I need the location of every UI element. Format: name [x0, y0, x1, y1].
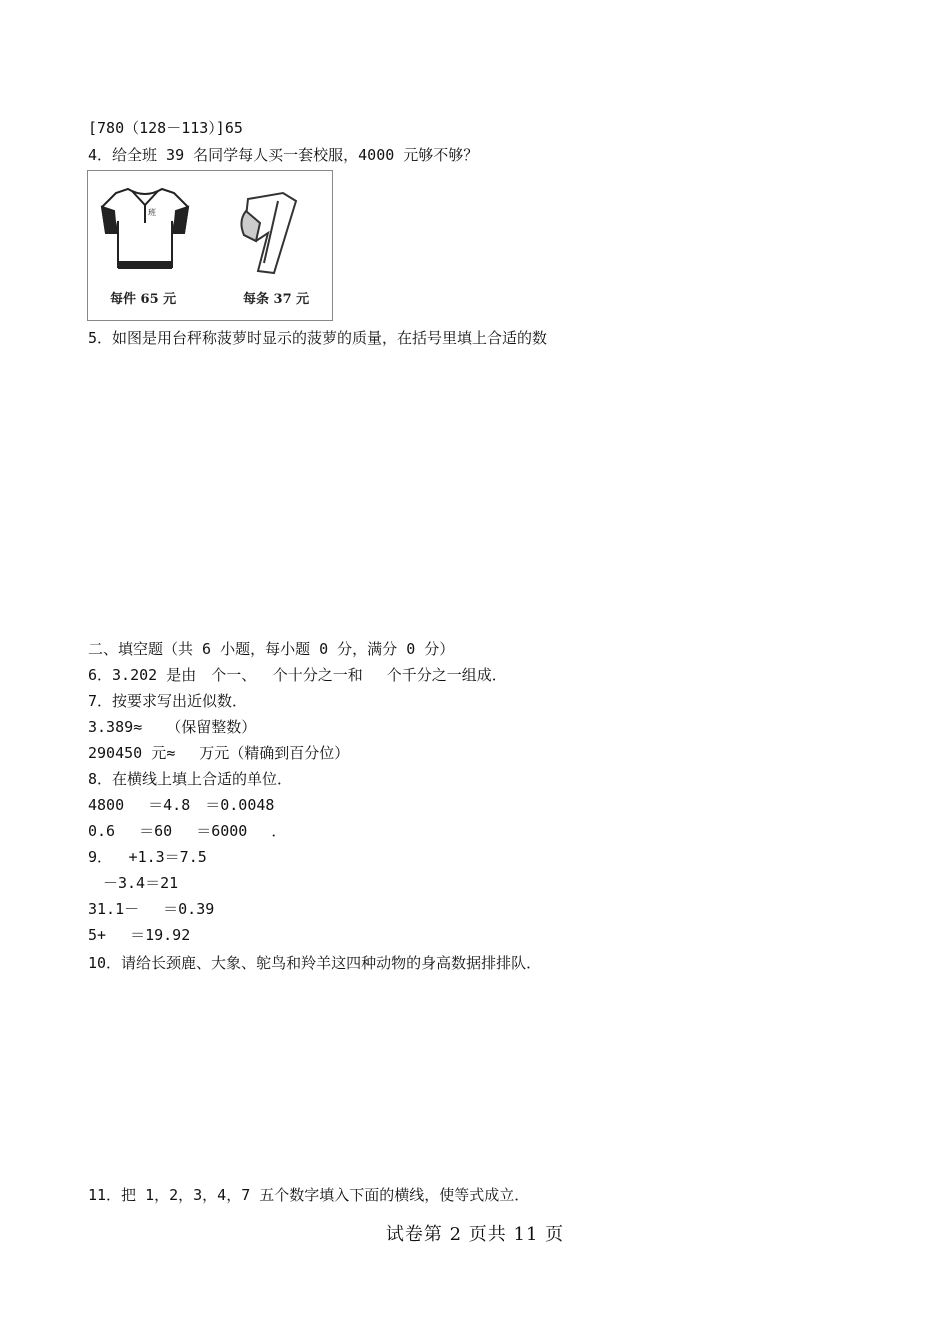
question-8: 8．在横线上填上合适的单位．	[88, 770, 293, 788]
pants-icon	[241, 193, 296, 273]
pants-price-caption: 每条 37 元	[243, 292, 310, 307]
svg-text:班: 班	[148, 208, 156, 217]
question-4: 4．给全班 39 名同学每人买一套校服，4000 元够不够？	[88, 146, 479, 164]
page-footer: 试卷第 2 页共 11 页	[385, 1224, 565, 1245]
shirt-icon	[102, 189, 188, 269]
question-7-part-a: 3.389≈ （保留整数）	[88, 718, 257, 736]
question-8-part-a: 4800 ＝4.8 ＝0.0048	[88, 796, 275, 814]
question-6: 6．3.202 是由 个一、 个十分之一和 个千分之一组成．	[88, 666, 507, 684]
question-9-part-a: －3.4＝21	[88, 874, 179, 892]
question-8-part-b: 0.6 ＝60 ＝6000 ．	[88, 822, 287, 840]
question-10: 10．请给长颈鹿、大象、鸵鸟和羚羊这四种动物的身高数据排排队．	[88, 954, 542, 972]
question-9-part-c: 5+ ＝19.92	[88, 926, 191, 944]
section-heading: 二、填空题（共 6 小题，每小题 0 分，满分 0 分）	[88, 640, 455, 658]
question-9-part-b: 31.1－ ＝0.39	[88, 900, 215, 918]
question-7: 7．按要求写出近似数．	[88, 692, 248, 710]
question-9: 9． +1.3＝7.5	[88, 848, 207, 866]
expression-line: [780（128－113）]65	[88, 119, 243, 137]
question-7-part-b: 290450 元≈ 万元（精确到百分位）	[88, 744, 350, 762]
question-11: 11．把 1，2，3，4，7 五个数字填入下面的横线，使等式成立．	[88, 1186, 530, 1204]
uniform-figure	[87, 170, 333, 321]
shirt-price-caption: 每件 65 元	[110, 292, 177, 307]
question-5: 5．如图是用台秤称菠萝时显示的菠萝的质量，在括号里填上合适的数	[88, 329, 548, 347]
